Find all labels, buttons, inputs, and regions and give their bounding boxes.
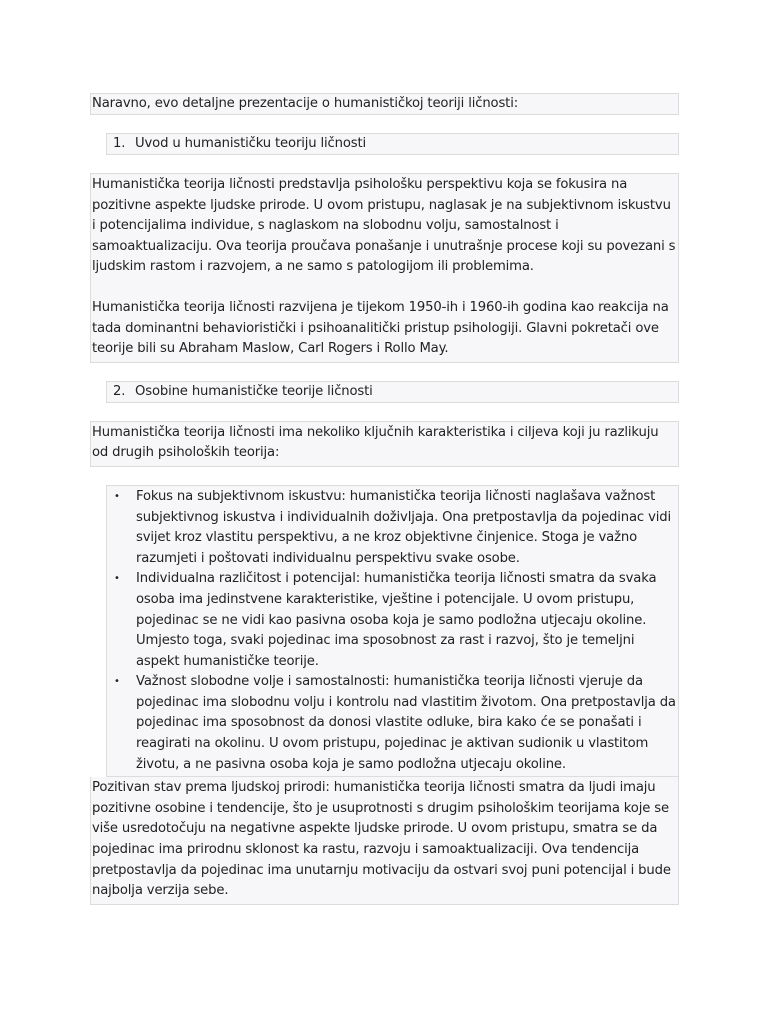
- section-title: Uvod u humanističku teoriju ličnosti: [135, 136, 367, 151]
- bullet-list: [106, 485, 679, 777]
- document-body: [90, 93, 679, 905]
- section-number: 2.: [113, 383, 126, 399]
- paragraph-block-2: [90, 421, 679, 467]
- intro-line: Naravno, evo detaljne prezentacije o humanističkoj teoriji ličnosti:: [90, 93, 679, 115]
- section-heading-1: [106, 133, 679, 155]
- paragraph: Pozitivan stav prema ljudskoj prirodi: humanistička teorija ličnosti smatra da ljudi imaju pozitivne osobine i tendencije, što je usuprotnosti s drugim psihološkim teorijama koje se više usredotočuju na negativne aspekte ljudske prirode. U ovom pristupu, smatra se da pojedinac ima prirodnu sklonost ka rastu, razvoju i samoaktualizaciji. Ova tendencija pretpostavlja da pojedinac ima unutarnju motivaciju da ostvari svoj puni potencijal i bude najbolja verzija sebe.: [92, 780, 671, 899]
- list-item-text: Individualna različitost i potencijal: humanistička teorija ličnosti smatra da svaka osoba ima jedinstvene karakteristike, vještine i potencijale. U ovom pristupu, pojedinac se ne vidi kao pasivna osoba koja je samo podložna utjecaju okoline. Umjesto toga, svaki pojedinac ima sposobnost za rast i razvoj, što je temeljni aspekt humanističke teorije.: [136, 571, 657, 669]
- paragraph-block-3: [90, 777, 679, 905]
- bullet-icon: •: [114, 490, 120, 502]
- spacer: [90, 403, 679, 421]
- paragraph: Humanistička teorija ličnosti ima nekoliko ključnih karakteristika i ciljeva koji ju razlikuju od drugih psiholoških teorija:: [92, 424, 659, 461]
- bullet-icon: •: [114, 676, 120, 688]
- paragraph: Humanistička teorija ličnosti razvijena je tijekom 1950-ih i 1960-ih godina kao reakcija na tada dominantni behavioristički i psihoanalitički pristup psihologiji. Glavni pokretači ove teorije bili su Abraham Maslow, Carl Rogers i Rollo May.: [92, 299, 669, 357]
- list-item: [107, 672, 677, 775]
- paragraph-block-1: [90, 173, 679, 363]
- section-heading-2: [106, 381, 679, 403]
- spacer: [90, 467, 679, 485]
- section-number: 1.: [113, 136, 126, 151]
- list-item-text: Važnost slobodne volje i samostalnosti: humanistička teorija ličnosti vjeruje da pojedinac ima slobodnu volju i kontrolu nad vlastitim životom. Ona pretpostavlja da pojedinac ima sposobnost da donosi vlastite odluke, bira kako će se ponašati i reagirati na okolinu. U ovom pristupu, pojedinac je aktivan sudionik u vlastitom životu, a ne pasivna osoba koja je samo podložna utjecaju okoline.: [136, 674, 676, 772]
- spacer: [90, 155, 679, 173]
- paragraph: Humanistička teorija ličnosti predstavlja psihološku perspektivu koja se fokusira na pozitivne aspekte ljudske prirode. U ovom pristupu, naglasak je na subjektivnom iskustvu i potencijalima individue, s naglaskom na slobodnu volju, samostalnost i samoaktualizaciju. Ova teorija proučava ponašanje i unutrašnje procese koji su povezani s ljudskim rastom i razvojem, a ne samo s patologijom ili problemima.: [92, 177, 676, 275]
- list-item-text: Fokus na subjektivnom iskustvu: humanistička teorija ličnosti naglašava važnost subjektivnog iskustva i individualnih doživljaja. Ona pretpostavlja da pojedinac vidi svijet kroz vlastitu perspektivu, a ne kroz objektivne činjenice. Stoga je važno razumjeti i poštovati individualnu perspektivu svake osobe.: [136, 488, 671, 566]
- bullet-icon: •: [114, 573, 120, 585]
- section-title: Osobine humanističke teorije ličnosti: [135, 383, 373, 399]
- spacer: [90, 363, 679, 381]
- list-item: [107, 569, 677, 672]
- spacer: [90, 115, 679, 133]
- list-item: [107, 487, 677, 569]
